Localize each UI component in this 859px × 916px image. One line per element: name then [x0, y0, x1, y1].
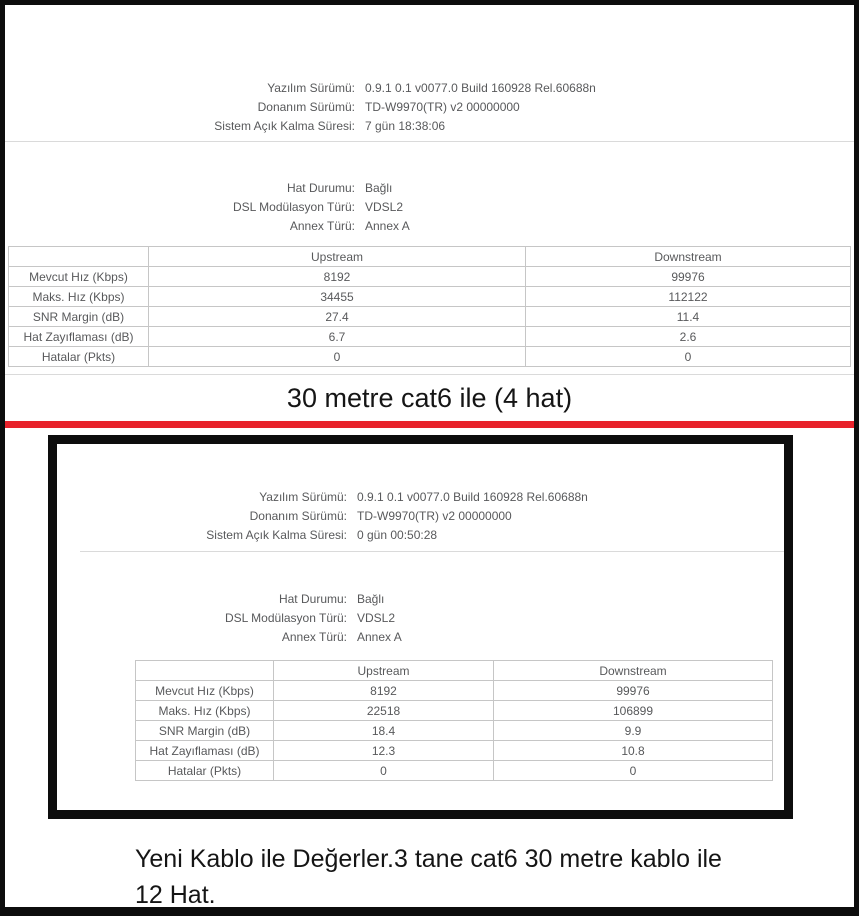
row-label: SNR Margin (dB)	[9, 307, 149, 327]
line-status-row	[57, 590, 784, 609]
downstream-value: 10.8	[494, 741, 773, 761]
downstream-value: 11.4	[526, 307, 851, 327]
dsl-stats-table-top	[8, 246, 851, 367]
line-status-value: Bağlı	[365, 181, 393, 195]
dsl-stats-table-bottom	[135, 660, 773, 781]
row-label: Hat Zayıflaması (dB)	[136, 741, 274, 761]
uptime-value: 7 gün 18:38:06	[365, 119, 446, 133]
dsl-modulation-label: DSL Modülasyon Türü:	[224, 611, 347, 625]
uptime-row	[57, 526, 784, 545]
upstream-value: 8192	[274, 681, 494, 701]
table-row-snr-margin	[9, 307, 851, 327]
upstream-value: 12.3	[274, 741, 494, 761]
annex-type-row	[5, 217, 854, 236]
row-label: Maks. Hız (Kbps)	[9, 287, 149, 307]
table-header-row	[9, 247, 851, 267]
row-label: Hatalar (Pkts)	[9, 347, 149, 367]
downstream-header: Downstream	[526, 247, 851, 267]
table-header-row	[136, 661, 773, 681]
annex-type-value: Annex A	[357, 630, 402, 644]
downstream-value: 99976	[494, 681, 773, 701]
table-row-current-rate	[136, 681, 773, 701]
bottom-caption-line-2: 12 Hat.	[135, 881, 216, 909]
software-version-row	[5, 79, 854, 98]
hardware-version-row	[57, 507, 784, 526]
uptime-value: 0 gün 00:50:28	[357, 528, 438, 542]
section-divider	[5, 141, 854, 142]
dsl-modulation-row	[5, 198, 854, 217]
bottom-caption-line-1: Yeni Kablo ile Değerler.3 tane cat6 30 metre kablo ile	[135, 845, 722, 873]
software-version-value: 0.9.1 0.1 v0077.0 Build 160928 Rel.60688n	[357, 490, 588, 504]
row-label: Hat Zayıflaması (dB)	[9, 327, 149, 347]
row-label: Maks. Hız (Kbps)	[136, 701, 274, 721]
top-annotation-caption: 30 metre cat6 ile (4 hat)	[286, 383, 573, 413]
bottom-line-info-block	[57, 590, 784, 647]
dsl-modulation-value: VDSL2	[365, 200, 404, 214]
downstream-value: 0	[494, 761, 773, 781]
top-router-status-screenshot	[5, 5, 854, 375]
hardware-version-label: Donanım Sürümü:	[249, 509, 347, 523]
software-version-value: 0.9.1 0.1 v0077.0 Build 160928 Rel.60688n	[365, 81, 596, 95]
upstream-value: 34455	[149, 287, 526, 307]
downstream-value: 99976	[526, 267, 851, 287]
dsl-modulation-row	[57, 609, 784, 628]
table-row-current-rate	[9, 267, 851, 287]
empty-header-cell	[136, 661, 274, 681]
top-line-info-block	[5, 179, 854, 236]
table-row-line-attenuation	[9, 327, 851, 347]
row-label: Mevcut Hız (Kbps)	[9, 267, 149, 287]
upstream-value: 22518	[274, 701, 494, 721]
annex-type-value: Annex A	[365, 219, 410, 233]
table-row-errors	[136, 761, 773, 781]
downstream-value: 112122	[526, 287, 851, 307]
line-status-label: Hat Durumu:	[278, 592, 347, 606]
upstream-value: 0	[274, 761, 494, 781]
row-label: SNR Margin (dB)	[136, 721, 274, 741]
red-separator-line	[5, 421, 854, 428]
annex-type-row	[57, 628, 784, 647]
line-status-row	[5, 179, 854, 198]
hardware-version-row	[5, 98, 854, 117]
downstream-value: 0	[526, 347, 851, 367]
dsl-modulation-label: DSL Modülasyon Türü:	[232, 200, 355, 214]
table-row-errors	[9, 347, 851, 367]
row-label: Mevcut Hız (Kbps)	[136, 681, 274, 701]
bottom-annotation-caption	[135, 841, 854, 913]
table-row-max-rate	[9, 287, 851, 307]
upstream-header: Upstream	[274, 661, 494, 681]
section-divider	[80, 551, 784, 552]
hardware-version-value: TD-W9970(TR) v2 00000000	[357, 509, 512, 523]
uptime-label: Sistem Açık Kalma Süresi:	[206, 528, 347, 542]
uptime-row	[5, 117, 854, 136]
row-label: Hatalar (Pkts)	[136, 761, 274, 781]
software-version-row	[57, 488, 784, 507]
upstream-value: 27.4	[149, 307, 526, 327]
downstream-value: 2.6	[526, 327, 851, 347]
downstream-value: 9.9	[494, 721, 773, 741]
downstream-value: 106899	[494, 701, 773, 721]
bottom-router-status-screenshot	[48, 435, 793, 819]
line-status-value: Bağlı	[357, 592, 385, 606]
annex-type-label: Annex Türü:	[281, 630, 347, 644]
hardware-version-value: TD-W9970(TR) v2 00000000	[365, 100, 520, 114]
bottom-system-info-block	[57, 488, 784, 545]
dsl-modulation-value: VDSL2	[357, 611, 396, 625]
table-row-max-rate	[136, 701, 773, 721]
software-version-label: Yazılım Sürümü:	[267, 81, 355, 95]
table-row-line-attenuation	[136, 741, 773, 761]
empty-header-cell	[9, 247, 149, 267]
downstream-header: Downstream	[494, 661, 773, 681]
hardware-version-label: Donanım Sürümü:	[257, 100, 355, 114]
upstream-value: 0	[149, 347, 526, 367]
upstream-value: 18.4	[274, 721, 494, 741]
table-row-snr-margin	[136, 721, 773, 741]
uptime-label: Sistem Açık Kalma Süresi:	[214, 119, 355, 133]
upstream-header: Upstream	[149, 247, 526, 267]
annex-type-label: Annex Türü:	[289, 219, 355, 233]
top-system-info-block	[5, 79, 854, 136]
line-status-label: Hat Durumu:	[286, 181, 355, 195]
upstream-value: 6.7	[149, 327, 526, 347]
upstream-value: 8192	[149, 267, 526, 287]
software-version-label: Yazılım Sürümü:	[259, 490, 347, 504]
